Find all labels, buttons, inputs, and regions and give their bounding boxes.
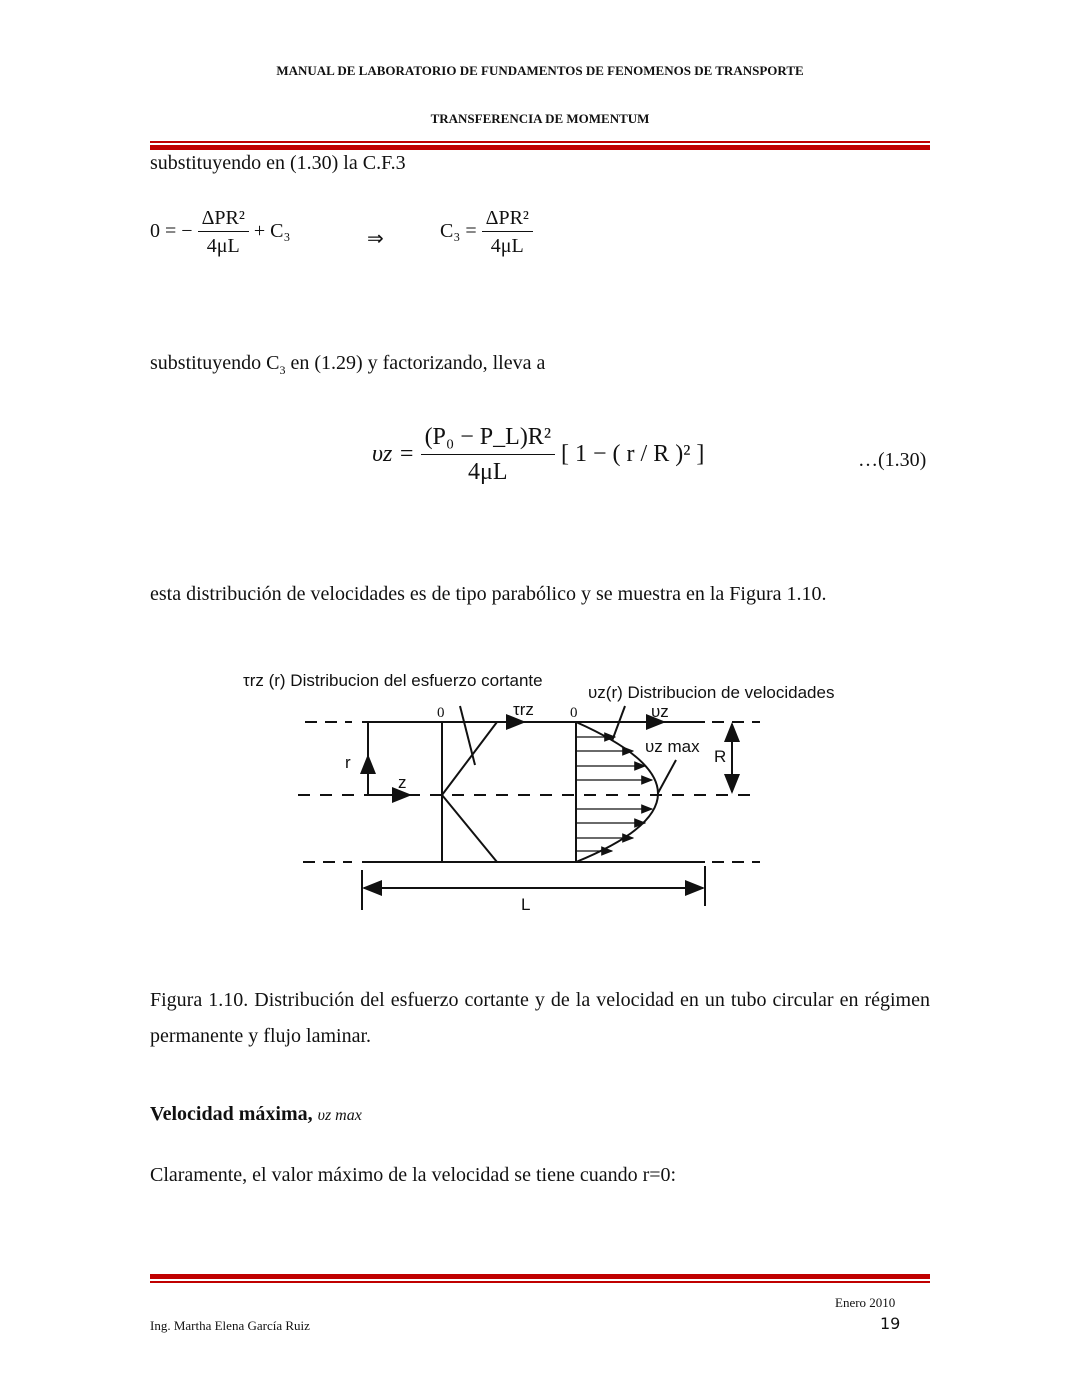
eq2-denominator: 4μL (468, 459, 508, 485)
equation-number: …(1.30) (858, 449, 927, 471)
header-subtitle: TRANSFERENCIA DE MOMENTUM (430, 111, 650, 126)
implies-arrow: ⇒ (367, 228, 384, 250)
footer-date: Enero 2010 (835, 1295, 896, 1310)
eq2-numerator: (P₀ − P_L)R² (421, 420, 555, 455)
eq1-plus-c3: + C₃ (253, 220, 291, 243)
page-number: 19 (880, 1314, 901, 1333)
velocity-label: υz(r) Distribucion de velocidades (588, 683, 835, 702)
eq1-denominator: 4μL (206, 235, 240, 257)
paragraph: Claramente, el valor máximo de la velocidad se tiene cuando r=0: (150, 1164, 677, 1186)
eq2-bracket: [ 1 − ( r / R )² ] (561, 441, 705, 467)
eq1-rhs-lhs: C₃ = (440, 220, 477, 243)
header-title: MANUAL DE LABORATORIO DE FUNDAMENTOS DE FENOMENOS DE TRANSPORTE (276, 63, 804, 78)
tau-axis-label: τrz (513, 700, 534, 719)
footer-rule-thick (150, 1274, 930, 1279)
eq1-numerator: ΔPR² (198, 205, 249, 232)
L-label: L (521, 895, 531, 914)
vmax-label: υz max (645, 737, 700, 756)
eq1-rhs-numerator: ΔPR² (482, 205, 533, 232)
r-label: r (345, 753, 351, 772)
zero-label: 0 (570, 705, 578, 721)
paragraph: esta distribución de velocidades es de tipo parabólico y se muestra en la Figura 1.10. (150, 583, 827, 605)
paragraph: substituyendo $C_3$ en (1.29) y factorizando, lleva a (150, 352, 546, 377)
eq1-rhs-denominator: 4μL (490, 235, 524, 257)
figure-caption: Figura 1.10. Distribución del esfuerzo cortante y de la velocidad en un tubo circular en régimen permanente y flujo laminar. (150, 989, 930, 1047)
footer-author: Ing. Martha Elena García Ruiz (150, 1318, 310, 1333)
section-title: Velocidad máxima, (150, 1103, 313, 1125)
footer-rule (150, 1281, 930, 1283)
zero-label: 0 (437, 705, 445, 721)
section-heading (150, 1103, 362, 1126)
eq1-lhs: 0 = − (150, 220, 193, 243)
shear-label: τrz (r) Distribucion del esfuerzo cortante (243, 671, 543, 690)
eq2-lhs: υz = (372, 441, 415, 467)
R-label: R (714, 747, 727, 766)
velocity-axis-label: υz (651, 702, 669, 721)
section-symbol: υz max (317, 1107, 362, 1124)
paragraph: substituyendo en (1.30) la C.F.3 (150, 152, 406, 174)
z-label: z (398, 773, 407, 792)
